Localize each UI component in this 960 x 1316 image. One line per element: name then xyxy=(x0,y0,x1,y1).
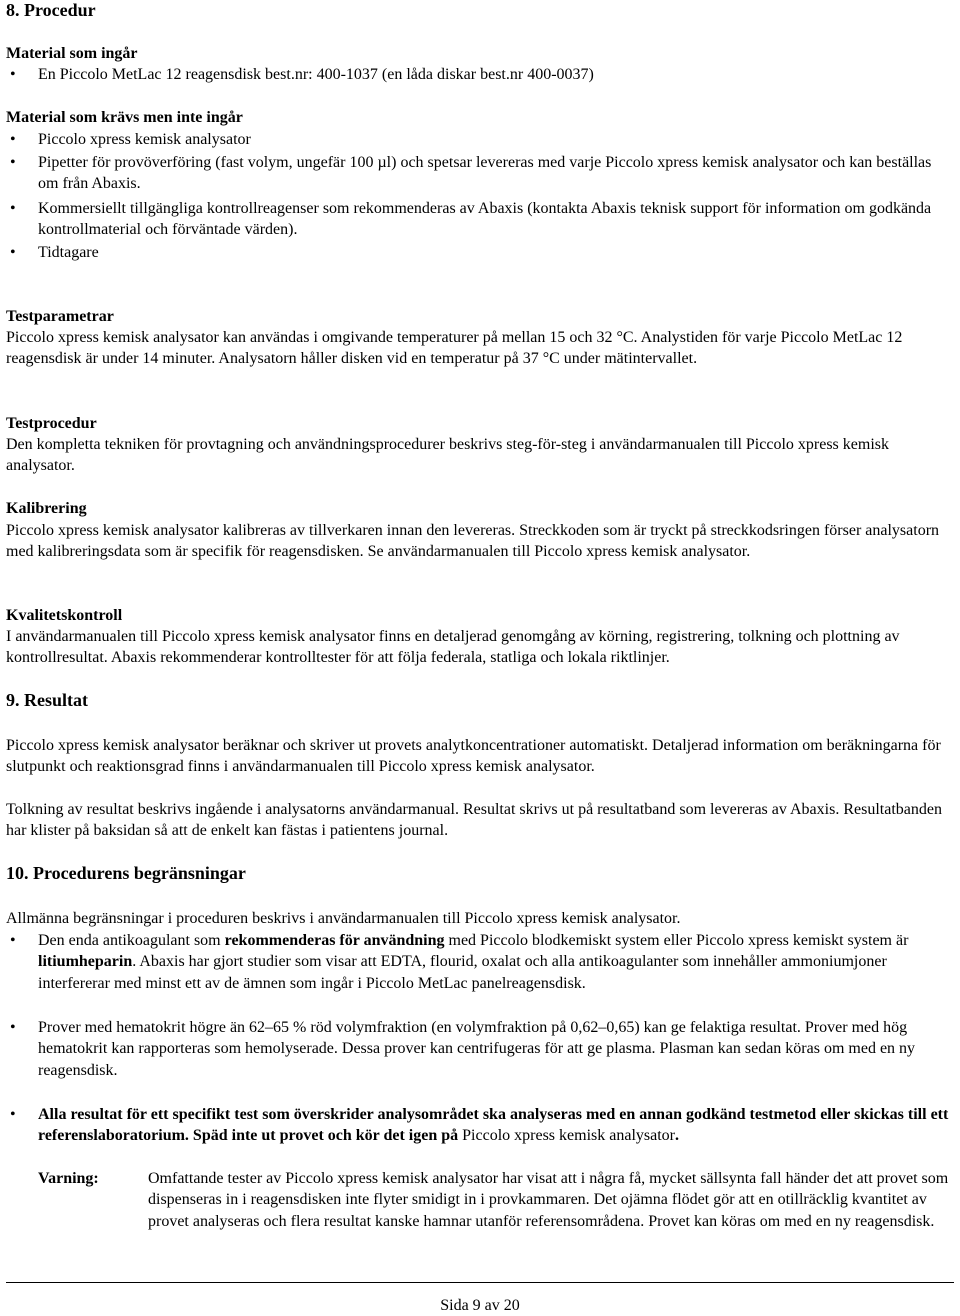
list-item-text: Pipetter för provöverföring (fast volym, ungefär 100 µl) och spetsar levereras med varje Piccolo xpress kemisk analysator och kan beställas om från Abaxis. xyxy=(38,154,932,193)
calibration-title: Kalibrering xyxy=(6,500,87,517)
emphasis-text: Alla resultat för ett specifikt test som överskrider analysområdet ska analyseras med en annan godkänd testmetod eller skickas till ett referenslaboratorium. Späd inte ut provet och kör det igen på xyxy=(38,1106,949,1145)
warning-block xyxy=(38,1168,954,1232)
list-item xyxy=(6,1104,954,1147)
bullet-icon: • xyxy=(10,131,16,148)
list-item-text: Prover med hematokrit högre än 62–65 % röd volymfraktion (en volymfraktion på 0,62–0,65) kan ge felaktiga resultat. Prover med hög hematokrit kan rapporteras som hemolyserade. Dessa prover kan centrifugeras för att ge plasma. Plasman kan sedan köras om med en ny reagensdisk. xyxy=(38,1019,916,1079)
list-item-text xyxy=(38,1104,954,1147)
test-parameters-text: Piccolo xpress kemisk analysator kan användas i omgivande temperaturer på mellan 15 och 32 °C. Analystiden för varje Piccolo MetLac 12 reagensdisk är under 14 minuter. Analysatorn håller disken vid en temperatur på 37 °C under mätintervallet. xyxy=(6,329,903,368)
list-item-text: En Piccolo MetLac 12 reagensdisk best.nr: 400-1037 (en låda diskar best.nr 400-0037) xyxy=(38,66,594,83)
list-item xyxy=(6,64,954,85)
emphasis-text: rekommenderas för användning xyxy=(224,932,445,949)
list-item-text: Piccolo xpress kemisk analysator xyxy=(38,131,251,148)
text-run: Piccolo xpress kemisk analysator xyxy=(458,1127,675,1145)
results-paragraph-1: Piccolo xpress kemisk analysator beräknar och skriver ut provets analytkoncentrationer automatiskt. Detaljerad information om beräkningarna för slutpunkt och reaktionsgrad finns i användarmanualen till Piccolo xpress kemisk analysator. xyxy=(6,737,941,776)
list-item xyxy=(6,152,954,195)
section-10-heading: 10. Procedurens begränsningar xyxy=(6,863,246,883)
test-parameters-title: Testparametrar xyxy=(6,308,114,325)
bullet-icon: • xyxy=(10,1019,16,1036)
material-included-title: Material som ingår xyxy=(6,45,138,62)
page-number: Sida 9 av 20 xyxy=(440,1297,520,1314)
warning-text: Omfattande tester av Piccolo xpress kemisk analysator har visat att i några få, mycket sällsynta fall händer det att provet som dispenseras in i reagensdisken inte flyter smidigt in i provkammaren. Det ojämna flödet gör att en otillräcklig kvantitet av provet analyseras och flera resultat kanske hamnar utanför referensområdena. Provet kan köras om med en ny reagensdisk. xyxy=(148,1170,949,1230)
limitations-intro: Allmänna begränsningar i proceduren beskrivs i användarmanualen till Piccolo xpress kemisk analysator. xyxy=(6,910,681,927)
list-item-text: Kommersiellt tillgängliga kontrollreagenser som rekommenderas av Abaxis (kontakta Abaxis teknisk support för information om godkända kontrollmaterial och förväntade värden). xyxy=(38,200,932,239)
section-8-heading: 8. Procedur xyxy=(6,0,96,20)
results-paragraph-2: Tolkning av resultat beskrivs ingående i analysatorns användarmanual. Resultat skrivs ut på resultatband som levereras av Abaxis. Resultatbanden har klister på baksidan så att de enkelt kan fästas i patientens journal. xyxy=(6,801,942,840)
footer-divider xyxy=(6,1282,954,1283)
list-item xyxy=(6,1017,954,1081)
bullet-icon: • xyxy=(10,200,16,217)
list-item xyxy=(6,129,954,150)
bullet-icon: • xyxy=(10,66,16,83)
list-item-text: Tidtagare xyxy=(38,244,99,261)
bullet-icon: • xyxy=(10,1106,16,1123)
section-9-heading: 9. Resultat xyxy=(6,690,88,710)
test-procedure-title: Testprocedur xyxy=(6,415,97,432)
warning-label: Varning: xyxy=(38,1170,99,1187)
list-item xyxy=(6,198,954,241)
quality-control-title: Kvalitetskontroll xyxy=(6,607,123,624)
bullet-icon: • xyxy=(10,244,16,261)
text-run: med Piccolo blodkemiskt system eller Piccolo xpress kemiskt system är xyxy=(444,932,909,949)
text-run: Den enda antikoagulant som xyxy=(38,932,225,949)
quality-control-text: I användarmanualen till Piccolo xpress kemisk analysator finns en detaljerad genomgång av körning, registrering, tolkning och plottning av kontrollresultat. Abaxis rekommenderar kontrolltester för att följa federala, statliga och lokala riktlinjer. xyxy=(6,628,900,667)
list-item-text xyxy=(38,930,954,994)
bullet-icon: • xyxy=(10,932,16,949)
list-item xyxy=(6,930,954,994)
material-required-title: Material som krävs men inte ingår xyxy=(6,109,243,126)
list-item xyxy=(6,242,954,263)
test-procedure-text: Den kompletta tekniken för provtagning och användningsprocedurer beskrivs steg-för-steg i användarmanualen till Piccolo xpress kemisk analysator. xyxy=(6,436,889,475)
emphasis-text: litiumheparin xyxy=(38,953,133,971)
text-run: . Abaxis har gjort studier som visar att EDTA, flourid, oxalat och alla antikoagulanter som innehåller ammoniumjoner interfererar med minst ett av de ämnen som ingår i Piccolo MetLac panelreagensdisk. xyxy=(38,953,887,992)
bullet-icon: • xyxy=(10,154,16,171)
emphasis-text: . xyxy=(675,1127,679,1145)
calibration-text: Piccolo xpress kemisk analysator kalibreras av tillverkaren innan den levereras. Streckkoden som är tryckt på streckkodsringen förser analysatorn med kalibreringsdata som är specifik för reagensdisken. Se användarmanualen till Piccolo xpress kemisk analysator. xyxy=(6,522,940,561)
